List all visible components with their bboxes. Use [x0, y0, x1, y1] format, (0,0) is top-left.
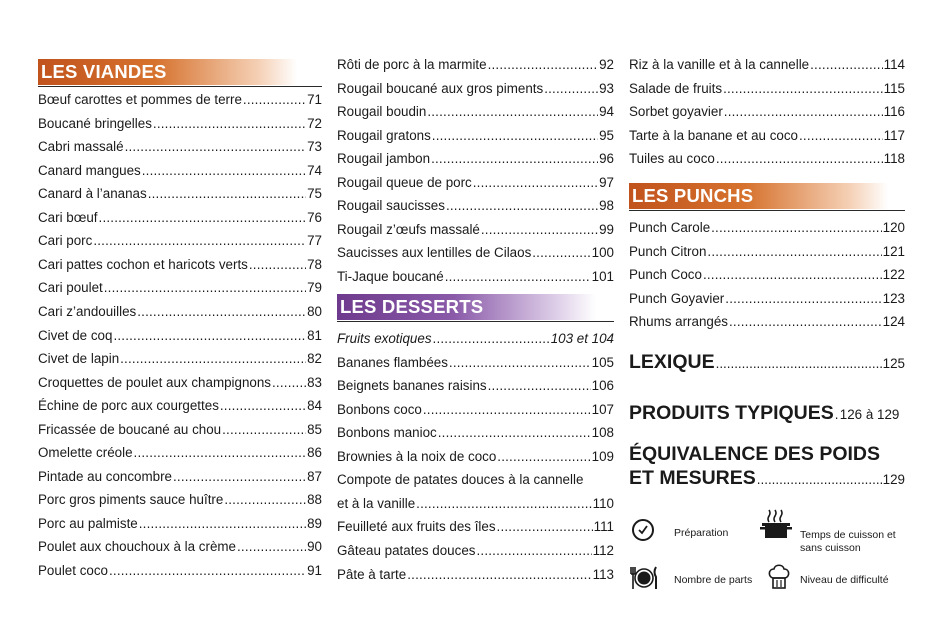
toc-page: 89: [307, 515, 322, 531]
toc-label: Tarte à la banane et au coco: [629, 127, 798, 143]
toc-label: Sorbet goyavier: [629, 104, 723, 120]
toc-entry[interactable]: [337, 470, 614, 490]
toc-page: 76: [307, 209, 322, 225]
toc-entry[interactable]: [38, 161, 322, 181]
toc-entry[interactable]: [337, 79, 614, 99]
leader-dots: [532, 243, 590, 263]
leader-dots: [153, 114, 306, 134]
toc-label: Feuilleté aux fruits des îles: [337, 519, 496, 535]
toc-label: Brownies à la noix de coco: [337, 448, 497, 464]
toc-entry[interactable]: [629, 55, 905, 75]
toc-label: Salade de fruits: [629, 80, 723, 96]
toc-page: 78: [307, 256, 322, 272]
toc-label: Canard mangues: [38, 162, 141, 178]
toc-page: 92: [599, 57, 614, 72]
leader-dots: [488, 376, 591, 396]
toc-page: 93: [599, 80, 614, 96]
leader-dots: [113, 326, 306, 346]
toc-label: Punch Coco: [629, 267, 702, 283]
toc-page: 72: [307, 115, 322, 131]
toc-page: 74: [307, 162, 322, 178]
toc-label: Fruits exotiques: [337, 331, 432, 346]
toc-label: Pâte à tarte: [337, 566, 407, 582]
toc-page: 126 à 129: [839, 407, 900, 422]
toc-page: 96: [599, 151, 614, 167]
cooking-pot-icon: [759, 506, 793, 540]
toc-page: 111: [593, 519, 614, 535]
leader-dots: [120, 349, 306, 369]
toc-page: 103 et 104: [550, 331, 614, 346]
section-divider: [629, 210, 905, 211]
leader-dots: [139, 514, 306, 534]
chef-hat-icon: [767, 562, 791, 592]
toc-page: 71: [307, 92, 322, 107]
toc-label: Canard à l’ananas: [38, 186, 147, 202]
toc-entry[interactable]: [337, 267, 614, 287]
leader-dots: [497, 517, 593, 537]
toc-label: Cari pattes cochon et haricots verts: [38, 256, 248, 272]
toc-entry[interactable]: [38, 184, 322, 204]
leader-dots: [125, 137, 307, 157]
toc-entry[interactable]: [337, 102, 614, 122]
section-header-punchs: LES PUNCHS: [629, 183, 888, 209]
leader-dots: [222, 420, 306, 440]
toc-label: Fricassée de boucané au chou: [38, 421, 222, 437]
leader-dots: [173, 467, 306, 487]
toc-entry-produits-typiques[interactable]: [629, 402, 905, 425]
toc-page: 87: [307, 468, 322, 484]
toc-label: Bœuf carottes et pommes de terre: [38, 92, 242, 107]
toc-label: et à la vanille: [337, 495, 416, 511]
toc-page: 122: [882, 267, 905, 283]
toc-label: Rôti de porc à la marmite: [337, 57, 487, 72]
toc-entry-lexique[interactable]: [629, 351, 905, 374]
legend-cuisson-line2: sans cuisson: [800, 542, 861, 554]
leader-dots: [433, 329, 550, 349]
section-header-desserts: LES DESSERTS: [337, 294, 596, 320]
toc-entry[interactable]: [629, 149, 905, 169]
toc-label: Cabri massalé: [38, 139, 124, 155]
leader-dots: [835, 407, 839, 422]
toc-label: Punch Carole: [629, 220, 711, 235]
toc-label: Cari poulet: [38, 280, 103, 296]
leader-dots: [134, 443, 307, 463]
leader-dots: [446, 196, 598, 216]
leader-dots: [407, 565, 591, 585]
toc-label: Bananes flambées: [337, 354, 448, 370]
toc-entry[interactable]: [629, 312, 905, 332]
toc-entry[interactable]: [38, 396, 322, 416]
toc-page: 121: [882, 243, 905, 259]
toc-label: Civet de lapin: [38, 351, 120, 367]
toc-page: 73: [307, 139, 322, 155]
leader-dots: [224, 490, 306, 510]
toc-page: 117: [883, 127, 905, 143]
leader-dots: [703, 265, 882, 285]
toc-page: 77: [307, 233, 322, 249]
toc-entry[interactable]: [38, 467, 322, 487]
toc-page: 112: [592, 542, 614, 558]
leader-dots: [723, 79, 883, 99]
toc-label: Saucisses aux lentilles de Cilaos: [337, 245, 532, 261]
toc-entry[interactable]: [38, 490, 322, 510]
leader-dots: [716, 149, 883, 169]
section-divider: [337, 321, 614, 322]
toc-entry[interactable]: [337, 565, 614, 585]
toc-page: 129: [882, 472, 905, 487]
toc-page: 110: [592, 495, 614, 511]
toc-label: Compote de patates douces à la cannelle: [337, 472, 584, 488]
toc-label-equivalence-line1: ÉQUIVALENCE DES POIDS: [629, 443, 881, 465]
clock-icon: [631, 518, 655, 542]
toc-label: Riz à la vanille et à la cannelle: [629, 57, 810, 72]
toc-page: 120: [882, 220, 905, 235]
toc-label: Pintade au concombre: [38, 468, 172, 484]
toc-entry[interactable]: [337, 494, 614, 514]
toc-entry[interactable]: [337, 423, 614, 443]
section-divider: [38, 86, 322, 87]
leader-dots: [427, 102, 598, 122]
toc-label: Cari bœuf: [38, 209, 98, 225]
toc-entry[interactable]: [337, 55, 614, 75]
toc-label: Cari porc: [38, 233, 93, 249]
toc-page: 97: [599, 174, 614, 190]
toc-entry[interactable]: [38, 302, 322, 322]
leader-dots: [810, 55, 883, 75]
toc-label: Rougail boudin: [337, 104, 427, 120]
leader-dots: [449, 353, 591, 373]
toc-entry[interactable]: [38, 537, 322, 557]
leader-dots: [716, 356, 882, 371]
leader-dots: [137, 302, 306, 322]
toc-label: Beignets bananes raisins: [337, 378, 487, 394]
toc-page: 124: [882, 314, 905, 330]
toc-page: 81: [307, 327, 322, 343]
toc-page: 116: [883, 104, 905, 120]
section-header-viandes: LES VIANDES: [38, 59, 297, 85]
toc-label: Poulet coco: [38, 563, 108, 578]
leader-dots: [142, 161, 306, 181]
toc-label: Cari z’andouilles: [38, 303, 137, 319]
toc-entry[interactable]: [38, 114, 322, 134]
toc-label: Rougail saucisses: [337, 198, 445, 214]
toc-entry[interactable]: [629, 102, 905, 122]
leader-dots: [724, 102, 883, 122]
leader-dots: [148, 184, 306, 204]
toc-label: Ti-Jaque boucané: [337, 268, 444, 284]
toc-label: Bonbons coco: [337, 401, 422, 417]
legend-preparation: Préparation: [674, 527, 729, 539]
toc-label: Rougail jambon: [337, 151, 431, 167]
toc-entry[interactable]: [38, 514, 322, 534]
leader-dots: [799, 126, 883, 146]
toc-page: 100: [591, 245, 614, 261]
toc-label: Rougail gratons: [337, 127, 431, 143]
toc-label: Porc au palmiste: [38, 515, 138, 531]
toc-page: 86: [307, 445, 322, 461]
leader-dots: [481, 220, 598, 240]
toc-page: 91: [307, 563, 322, 578]
toc-label: Porc gros piments sauce huître: [38, 492, 224, 508]
toc-label: Croquettes de poulet aux champignons: [38, 374, 272, 390]
toc-label: Gâteau patates douces: [337, 542, 476, 558]
toc-entry[interactable]: [337, 376, 614, 396]
leader-dots: [445, 267, 591, 287]
leader-dots: [93, 231, 306, 251]
toc-entry[interactable]: [38, 255, 322, 275]
toc-page: 95: [599, 127, 614, 143]
toc-page: 118: [883, 151, 905, 167]
leader-dots: [707, 242, 881, 262]
toc-page: 85: [307, 421, 322, 437]
leader-dots: [711, 218, 882, 238]
toc-page: 94: [599, 104, 614, 120]
toc-entry[interactable]: [337, 400, 614, 420]
leader-dots: [473, 173, 598, 193]
leader-dots: [488, 55, 599, 75]
leader-dots: [431, 149, 598, 169]
toc-page: 107: [591, 401, 614, 417]
legend-cuisson-line1: Temps de cuisson et: [800, 529, 896, 541]
leader-dots: [416, 494, 591, 514]
toc-entry[interactable]: [337, 447, 614, 467]
toc-page: 113: [592, 566, 614, 582]
toc-entry[interactable]: [38, 443, 322, 463]
leader-dots: [109, 561, 306, 581]
toc-page: 79: [307, 280, 322, 296]
toc-entry[interactable]: [337, 173, 614, 193]
leader-dots: [272, 373, 306, 393]
toc-entry[interactable]: [38, 373, 322, 393]
toc-entry[interactable]: [337, 220, 614, 240]
toc-entry[interactable]: [629, 218, 905, 238]
leader-dots: [104, 278, 306, 298]
leader-dots: [249, 255, 306, 275]
toc-page: 75: [307, 186, 322, 202]
toc-entry[interactable]: [629, 289, 905, 309]
toc-entry[interactable]: [38, 208, 322, 228]
toc-entry[interactable]: [337, 353, 614, 373]
toc-label: LEXIQUE: [629, 351, 715, 373]
toc-page: 98: [599, 198, 614, 214]
toc-label: PRODUITS TYPIQUES: [629, 402, 834, 424]
leader-dots: [544, 79, 598, 99]
toc-page: 99: [599, 221, 614, 237]
toc-entry[interactable]: [337, 243, 614, 263]
toc-label: Poulet aux chouchoux à la crème: [38, 539, 237, 555]
toc-entry[interactable]: [337, 126, 614, 146]
leader-dots: [243, 90, 306, 110]
toc-page: 84: [307, 398, 322, 414]
leader-dots: [432, 126, 598, 146]
leader-dots: [476, 541, 591, 561]
toc-label: Rougail boucané aux gros piments: [337, 80, 544, 96]
toc-label: Tuiles au coco: [629, 151, 715, 167]
toc-page: 80: [307, 303, 322, 319]
toc-entry[interactable]: [38, 420, 322, 440]
leader-dots: [757, 472, 882, 487]
leader-dots: [220, 396, 306, 416]
toc-page: 101: [591, 268, 614, 284]
toc-entry[interactable]: [38, 137, 322, 157]
toc-page: 106: [591, 378, 614, 394]
toc-entry[interactable]: [38, 326, 322, 346]
leader-dots: [99, 208, 307, 228]
toc-page: 105: [591, 354, 614, 370]
toc-entry[interactable]: [337, 196, 614, 216]
toc-entry[interactable]: [38, 90, 322, 110]
toc-label: ET MESURES: [629, 467, 756, 489]
toc-label: Punch Goyavier: [629, 290, 725, 306]
toc-label: Échine de porc aux courgettes: [38, 398, 219, 414]
toc-entry[interactable]: [38, 231, 322, 251]
leader-dots: [423, 400, 591, 420]
toc-page: 114: [883, 57, 905, 72]
toc-entry[interactable]: [629, 242, 905, 262]
leader-dots: [237, 537, 306, 557]
legend-difficulte: Niveau de difficulté: [800, 574, 889, 586]
toc-entry[interactable]: [629, 265, 905, 285]
leader-dots: [497, 447, 590, 467]
toc-label: Rhums arrangés: [629, 314, 728, 330]
toc-label: Rougail z’œufs massalé: [337, 221, 480, 237]
leader-dots: [438, 423, 591, 443]
toc-entry[interactable]: [38, 561, 322, 581]
toc-label: Punch Citron: [629, 243, 707, 259]
toc-page: 90: [307, 539, 322, 555]
toc-page: 109: [591, 448, 614, 464]
toc-label: Omelette créole: [38, 445, 133, 461]
toc-entry[interactable]: [629, 126, 905, 146]
toc-label: Rougail queue de porc: [337, 174, 472, 190]
toc-page: 123: [882, 290, 905, 306]
toc-entry-equivalence[interactable]: [629, 467, 905, 490]
toc-page: 115: [883, 80, 905, 96]
toc-label: Bonbons manioc: [337, 425, 437, 441]
toc-entry[interactable]: [337, 149, 614, 169]
toc-label: Boucané bringelles: [38, 115, 152, 131]
legend-parts: Nombre de parts: [674, 574, 753, 586]
toc-entry[interactable]: [38, 278, 322, 298]
leader-dots: [725, 289, 881, 309]
toc-page: 125: [882, 356, 905, 371]
toc-entry[interactable]: [337, 329, 614, 349]
leader-dots: [729, 312, 882, 332]
toc-page: 82: [307, 351, 322, 367]
toc-page: 83: [307, 374, 322, 390]
toc-entry[interactable]: [38, 349, 322, 369]
toc-page: 88: [307, 492, 322, 508]
toc-label: Civet de coq: [38, 327, 113, 343]
toc-entry[interactable]: [337, 541, 614, 561]
toc-page: 108: [591, 425, 614, 441]
plate-cutlery-icon: [629, 565, 659, 591]
toc-entry[interactable]: [337, 517, 614, 537]
toc-entry[interactable]: [629, 79, 905, 99]
